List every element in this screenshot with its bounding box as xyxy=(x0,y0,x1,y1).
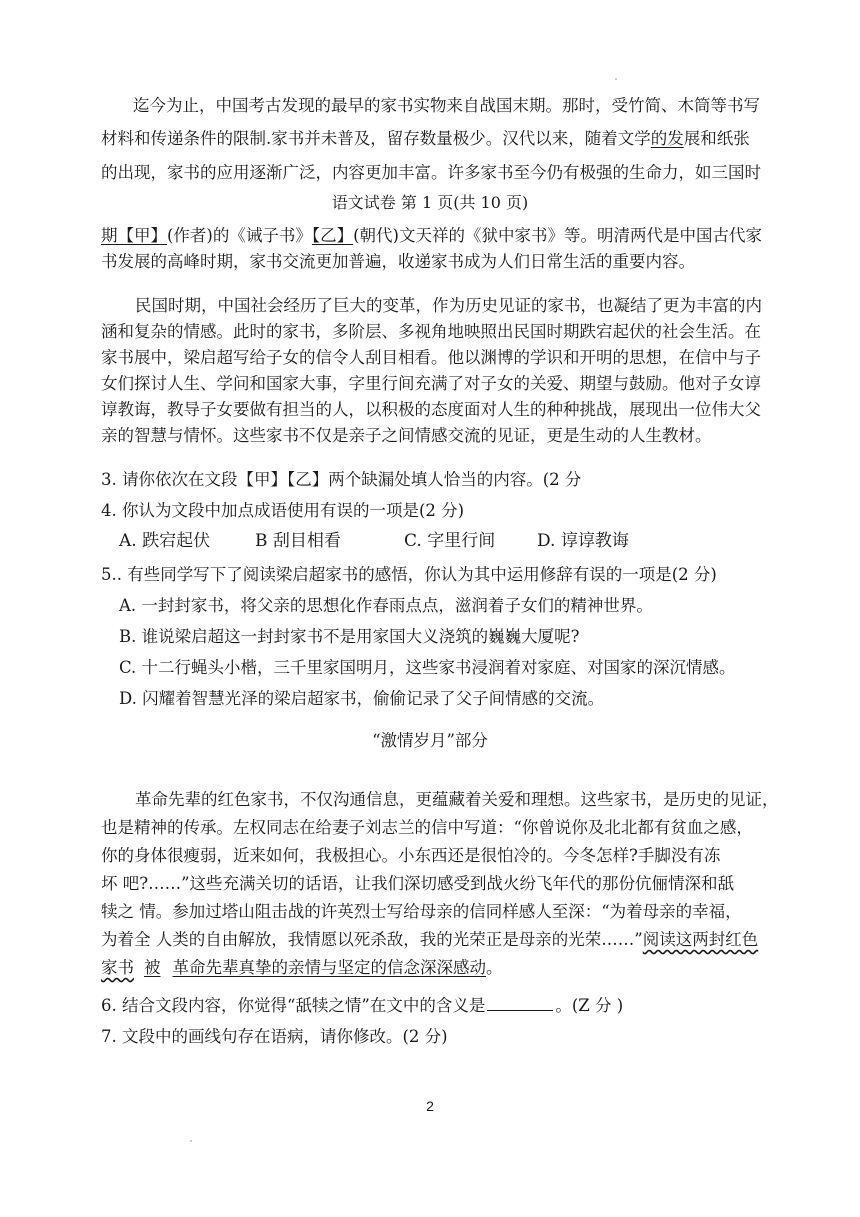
text-span: (朝代)文天祥的《狱中家书》等。明清两代是中国古代家 xyxy=(353,226,762,245)
text-span: 为着全 人类的自由解放，我情愿以死杀敌，我的光荣正是母亲的光荣……” xyxy=(101,930,643,949)
underlined-sentence: 被 xyxy=(144,958,161,977)
paragraph-3-line-6 xyxy=(101,930,758,950)
paragraph-3-line-3: 你的身体很瘦弱，近来如何，我极担心。小东西还是很怕冷的。今冬怎样?手脚没有冻 xyxy=(101,846,721,865)
question-7: 7. 文段中的画线句存在语病，请你修改。(2 分) xyxy=(101,1027,448,1046)
blank-jia: 期【甲】 xyxy=(101,226,167,245)
text-span: (作者)的《诫子书》 xyxy=(167,226,312,245)
blank-yi: 【乙】 xyxy=(311,226,354,245)
paragraph-2-line-6: 亲的智慧与情怀。这些家书不仅是亲子之间情感交流的见证，更是生动的人生教材。 xyxy=(101,426,712,445)
paragraph-3-line-1: 革命先辈的红色家书，不仅沟通信息，更蕴藏着关爱和理想。这些家书，是历史的见证， xyxy=(135,790,779,809)
paragraph-2-line-3: 家书展中，梁启超写给子女的信令人刮目相看。他以渊博的学识和开明的思想，在信中与子 xyxy=(101,348,761,367)
option-c: C. 字里行间 xyxy=(404,531,496,551)
question-5-option-a: A. 一封封家书，将父亲的思想化作春雨点点，滋润着子女们的精神世界。 xyxy=(119,596,653,615)
paragraph-3-line-4: 坏 吧?……”这些充满关切的话语，让我们深切感受到战火纷飞年代的那份伉俪情深和舐 xyxy=(101,874,735,893)
paragraph-2-line-5: 谆教诲，教导子女要做有担当的人，以积极的态度面对人生的种种挑战，展现出一位伟大父 xyxy=(101,400,761,419)
paragraph-1-line-2 xyxy=(101,129,750,149)
question-5-option-d: D. 闪耀着智慧光泽的梁启超家书，偷偷记录了父子间情感的交流。 xyxy=(119,689,605,708)
answer-blank[interactable] xyxy=(487,996,553,1011)
text-span: 。(Z 分 ) xyxy=(555,996,624,1015)
question-5-option-c: C. 十二行蝇头小楷，三千里家国明月，这些家书浸润着对家庭、对国家的深沉情感。 xyxy=(119,658,736,677)
question-6 xyxy=(101,996,623,1016)
underlined-text: 的发 xyxy=(650,129,684,148)
scan-speck xyxy=(615,78,617,80)
paragraph-1-line-3: 的出现，家书的应用逐渐广泛，内容更加丰富。许多家书至今仍有极强的生命力，如三国时 xyxy=(101,163,761,182)
question-4-options xyxy=(119,531,629,551)
text-span: 6. 结合文段内容，你觉得“舐犊之情”在文中的含义是 xyxy=(101,996,486,1015)
underlined-sentence: 家书 xyxy=(101,958,134,977)
page-number: 2 xyxy=(426,1098,434,1114)
option-d: D. 谆谆教诲 xyxy=(537,531,629,551)
option-a: A. 跌宕起伏 xyxy=(119,531,211,551)
question-5: 5.. 有些同学写下了阅读梁启超家书的感悟，你认为其中运用修辞有误的一项是(2 分) xyxy=(101,565,717,584)
paragraph-1b-line-2: 书发展的高峰时期，家书交流更加普遍，收递家书成为人们日常生活的重要内容。 xyxy=(101,252,695,271)
paragraph-3-line-2: 也是精神的传承。左权同志在给妻子刘志兰的信中写道：“你曾说你及北北都有贫血之感， xyxy=(101,818,753,837)
page-header: 语文试卷 第 1 页(共 10 页) xyxy=(331,193,529,212)
paragraph-2-line-4: 女们探讨人生、学问和国家大事，字里行间充满了对子女的关爱、期望与鼓励。他对子女谆 xyxy=(101,374,761,393)
question-5-option-b: B. 谁说梁启超这一封封家书不是用家国大义浇筑的巍巍大厦呢? xyxy=(119,627,580,646)
paragraph-2-line-2: 涵和复杂的情感。此时的家书，多阶层、多视角地映照出民国时期跌宕起伏的社会生活。在 xyxy=(101,322,761,341)
paragraph-1b-line-1 xyxy=(101,226,762,246)
paragraph-2-line-1: 民国时期，中国社会经历了巨大的变革，作为历史见证的家书，也凝结了更为丰富的内 xyxy=(135,296,762,315)
scan-speck xyxy=(190,1140,192,1142)
paragraph-1-line-1: 迄今为止，中国考古发现的最早的家书实物来自战国末期。那时，受竹简、木筒等书写 xyxy=(133,96,760,115)
paragraph-3-line-5: 犊之 情。参加过塔山阻击战的许英烈士写给母亲的信同样感人至深：“为着母亲的幸福， xyxy=(101,902,742,921)
option-b: B 刮目相看 xyxy=(255,531,341,551)
underlined-sentence: 革命先辈真挚的亲情与坚定的信念深深感动 xyxy=(172,958,486,977)
underlined-sentence: 阅读这两封红色 xyxy=(642,930,759,949)
text-span: 。 xyxy=(486,958,503,977)
text-span: 展和纸张 xyxy=(683,129,750,148)
section-title: “激情岁月”部分 xyxy=(372,731,488,750)
paragraph-3-line-7 xyxy=(101,958,503,978)
question-3: 3. 请你依次在文段【甲】【乙】两个缺漏处填人恰当的内容。(2 分 xyxy=(101,470,582,489)
question-4: 4. 你认为文段中加点成语使用有误的一项是(2 分) xyxy=(101,501,465,520)
text-span: 材料和传递条件的限制.家书并未普及，留存数量极少。汉代以来，随着文学 xyxy=(101,129,651,148)
